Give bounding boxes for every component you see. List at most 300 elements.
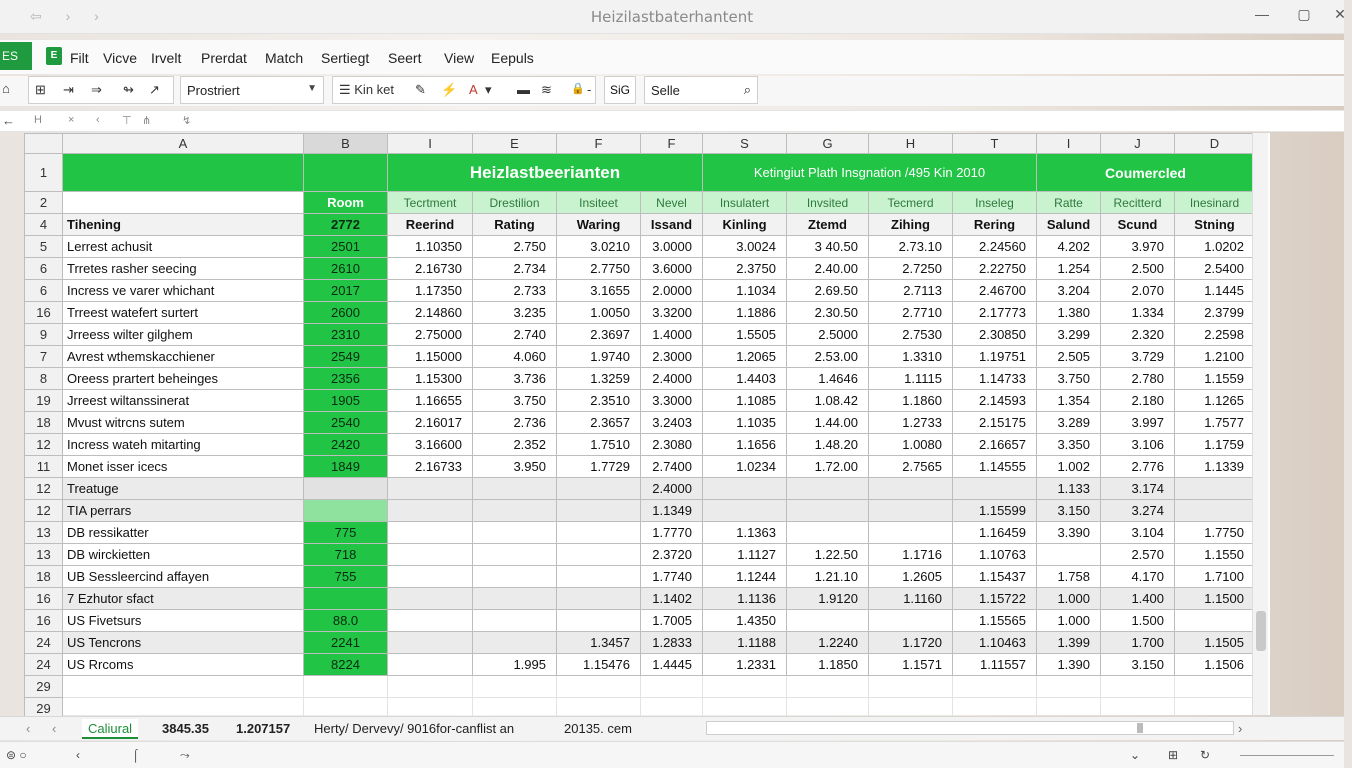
cell[interactable]: 1.1559 [1175,368,1255,390]
cell[interactable] [787,676,869,698]
row-label[interactable]: Monet isser icecs [63,456,304,478]
cell[interactable] [473,522,557,544]
cell[interactable]: 1.7005 [641,610,703,632]
cell[interactable]: 1.000 [1037,610,1101,632]
spreadsheet-grid[interactable] [24,133,1255,720]
cell[interactable]: 1.1720 [869,632,953,654]
column-subheader[interactable]: Drestilion [473,192,557,214]
cell[interactable]: 3.736 [473,368,557,390]
cell[interactable]: 1.400 [1101,588,1175,610]
column-header[interactable]: E [473,134,557,154]
cell[interactable]: 2.22750 [953,258,1037,280]
field-header[interactable]: Rating [473,214,557,236]
cell[interactable]: 3.106 [1101,434,1175,456]
cell[interactable] [304,676,388,698]
cell[interactable] [388,654,473,676]
cell[interactable]: 1.15437 [953,566,1037,588]
cell[interactable] [869,676,953,698]
row-label[interactable]: DB ressikatter [63,522,304,544]
lock-icon[interactable]: 🔒 [571,83,585,95]
column-header[interactable]: F [557,134,641,154]
cell[interactable]: 1.1445 [1175,280,1255,302]
cell[interactable]: 3.174 [1101,478,1175,500]
cell[interactable]: 1.254 [1037,258,1101,280]
cell[interactable]: 1.5505 [703,324,787,346]
room-value[interactable]: 2600 [304,302,388,324]
column-subheader[interactable]: Invsited [787,192,869,214]
cell[interactable]: 3.970 [1101,236,1175,258]
cell[interactable]: 1.1850 [787,654,869,676]
scrollbar-thumb[interactable] [1137,723,1143,733]
row-label[interactable]: Trreest watefert surtert [63,302,304,324]
row-header[interactable]: 24 [25,632,63,654]
cell[interactable]: 3.0000 [641,236,703,258]
tab-file[interactable]: 20135. cem [564,721,632,736]
row-header[interactable]: 13 [25,544,63,566]
room-value[interactable]: 2772 [304,214,388,236]
cell[interactable]: 1.4445 [641,654,703,676]
cell[interactable]: 3.2403 [641,412,703,434]
row-label[interactable]: US Tencrons [63,632,304,654]
room-value[interactable]: 2540 [304,412,388,434]
row-header[interactable]: 24 [25,654,63,676]
cell[interactable]: 1.10763 [953,544,1037,566]
row-label[interactable]: 7 Ezhutor sfact [63,588,304,610]
bolt-icon[interactable]: ⚡ [441,82,458,97]
cell[interactable]: 2.500 [1101,258,1175,280]
row-label[interactable]: Lerrest achusit [63,236,304,258]
row-label[interactable]: Jrreess wilter gilghem [63,324,304,346]
cell[interactable] [473,544,557,566]
column-subheader[interactable]: Insiteet [557,192,641,214]
cell[interactable] [557,588,641,610]
cell[interactable] [869,500,953,522]
horizontal-scrollbar[interactable] [706,721,1234,735]
group-header[interactable]: Coumercled [1037,154,1255,192]
vertical-scrollbar[interactable] [1252,133,1268,715]
cancel-icon[interactable]: × [68,114,75,126]
row-label[interactable]: US Rrcoms [63,654,304,676]
cell[interactable]: 3.150 [1101,654,1175,676]
cell[interactable]: 1.1265 [1175,390,1255,412]
row-header[interactable]: 12 [25,500,63,522]
cell[interactable]: 1.758 [1037,566,1101,588]
cell[interactable]: 3.274 [1101,500,1175,522]
cell[interactable]: 2.3510 [557,390,641,412]
cell[interactable]: 2.7400 [641,456,703,478]
cell[interactable]: 1.15476 [557,654,641,676]
cell[interactable]: 2.4000 [641,478,703,500]
cell[interactable]: 2.7565 [869,456,953,478]
cell[interactable]: 1.14555 [953,456,1037,478]
cell[interactable]: 1.1188 [703,632,787,654]
cell[interactable]: 1.10463 [953,632,1037,654]
cell[interactable]: 1.15000 [388,346,473,368]
format-painter-icon[interactable]: ↬ [123,82,134,97]
cell[interactable]: 2.17773 [953,302,1037,324]
dropdown-icon[interactable]: ⌄ [1130,748,1141,762]
tab-scroll-right[interactable]: › [1238,721,1243,736]
cell[interactable]: 1.4000 [641,324,703,346]
cell[interactable] [388,522,473,544]
cell[interactable]: 2.53.00 [787,346,869,368]
room-value[interactable]: 2420 [304,434,388,456]
cell[interactable] [869,478,953,500]
cell[interactable]: 1.0234 [703,456,787,478]
cell[interactable]: 3.1655 [557,280,641,302]
cell[interactable]: 1.1500 [1175,588,1255,610]
cell[interactable]: 2.14593 [953,390,1037,412]
wrap-icon[interactable]: ≋ [541,82,552,97]
cell[interactable]: 1.7510 [557,434,641,456]
cell[interactable]: 1.1716 [869,544,953,566]
row-header[interactable]: 8 [25,368,63,390]
cell[interactable] [473,566,557,588]
cell[interactable] [388,566,473,588]
cell[interactable] [388,610,473,632]
cell[interactable]: 2.736 [473,412,557,434]
flash-icon[interactable]: ↯ [182,115,192,127]
redo-icon[interactable]: ⇒ [91,82,102,97]
field-header[interactable]: Kinling [703,214,787,236]
field-header[interactable]: Ztemd [787,214,869,236]
cell[interactable]: 1.1160 [869,588,953,610]
menu-match[interactable]: Match [265,50,304,66]
cell[interactable]: 1.10350 [388,236,473,258]
cell[interactable]: 3.235 [473,302,557,324]
row-header[interactable]: 12 [25,434,63,456]
cell[interactable]: 3.997 [1101,412,1175,434]
cell[interactable] [1175,500,1255,522]
home-icon[interactable]: ⌂ [2,81,10,96]
menu-settings[interactable]: Sertiegt [321,50,370,66]
tab-value-1[interactable]: 3845.35 [162,721,209,736]
cell[interactable]: 1.380 [1037,302,1101,324]
cell[interactable]: 1.2733 [869,412,953,434]
cell[interactable] [557,478,641,500]
row-header[interactable]: 1 [25,154,63,192]
cell[interactable] [1175,610,1255,632]
field-header[interactable]: Reerind [388,214,473,236]
cell[interactable]: 3.390 [1037,522,1101,544]
row-label[interactable]: Treatuge [63,478,304,500]
cell[interactable]: 2.7750 [557,258,641,280]
tab-caliural[interactable]: Caliural [82,719,138,739]
cell[interactable]: 2.75000 [388,324,473,346]
cell[interactable] [703,676,787,698]
cell[interactable]: 2.73.10 [869,236,953,258]
font-select[interactable] [180,76,324,104]
cell[interactable]: 3.289 [1037,412,1101,434]
cell[interactable]: 1.48.20 [787,434,869,456]
cell[interactable]: 3 40.50 [787,236,869,258]
row-header[interactable]: 16 [25,302,63,324]
cell[interactable] [63,192,304,214]
cell[interactable]: 2.16657 [953,434,1037,456]
cell[interactable]: 1.1034 [703,280,787,302]
cell[interactable]: 2.15175 [953,412,1037,434]
row-header[interactable]: 11 [25,456,63,478]
cell[interactable]: 3.204 [1037,280,1101,302]
cell[interactable]: 1.16459 [953,522,1037,544]
cell[interactable] [388,500,473,522]
cell[interactable]: 1.1363 [703,522,787,544]
cell[interactable] [557,522,641,544]
cell[interactable]: 3.950 [473,456,557,478]
cell[interactable] [557,610,641,632]
cell[interactable]: 1.000 [1037,588,1101,610]
script-icon[interactable]: ⌠ [132,748,140,762]
field-header[interactable]: Salund [1037,214,1101,236]
cell[interactable]: 1.1506 [1175,654,1255,676]
cell[interactable] [641,676,703,698]
cell[interactable]: 1.22.50 [787,544,869,566]
column-header[interactable]: A [63,134,304,154]
row-label[interactable]: Mvust witrcns sutem [63,412,304,434]
column-header[interactable]: H [869,134,953,154]
cell[interactable]: 1.7577 [1175,412,1255,434]
cell[interactable]: 3.16600 [388,434,473,456]
more-icon[interactable]: - [587,82,592,97]
close-button[interactable]: ✕ [1334,6,1346,22]
cell[interactable]: 2.3657 [557,412,641,434]
room-header[interactable]: Room [304,192,388,214]
cell[interactable]: 1.7729 [557,456,641,478]
cell[interactable]: 1.1886 [703,302,787,324]
field-header[interactable]: Issand [641,214,703,236]
cell[interactable] [63,154,304,192]
cell[interactable]: 1.1035 [703,412,787,434]
column-header[interactable]: G [787,134,869,154]
menu-help[interactable]: Eepuls [491,50,534,66]
cell[interactable]: 4.060 [473,346,557,368]
pen-icon[interactable]: ✎ [415,82,426,97]
cell[interactable]: 1.3259 [557,368,641,390]
cell[interactable] [1101,676,1175,698]
cell[interactable] [63,676,304,698]
cell[interactable]: 1.002 [1037,456,1101,478]
menu-view-2[interactable]: View [444,50,475,66]
cell[interactable]: 1.3310 [869,346,953,368]
row-label[interactable]: Avrest wthemskacchiener [63,346,304,368]
cell[interactable]: 2.3080 [641,434,703,456]
room-value[interactable]: 2549 [304,346,388,368]
column-header[interactable]: F [641,134,703,154]
zoom-slider[interactable] [1240,755,1334,756]
cell[interactable] [473,588,557,610]
tab-scroll-left-2[interactable]: ‹ [52,721,57,736]
room-value[interactable]: 1905 [304,390,388,412]
cell[interactable]: 1.7750 [1175,522,1255,544]
cell[interactable]: 2.070 [1101,280,1175,302]
cell[interactable]: 1.2605 [869,566,953,588]
sig-button[interactable]: SiG [604,76,636,104]
cell[interactable]: 1.3457 [557,632,641,654]
cell[interactable]: 1.399 [1037,632,1101,654]
cell[interactable]: 2.3720 [641,544,703,566]
room-value[interactable]: 2017 [304,280,388,302]
room-value[interactable] [304,500,388,522]
cell[interactable]: 2.0000 [641,280,703,302]
cell[interactable]: 1.4403 [703,368,787,390]
back-arrow-icon[interactable]: ← [2,113,15,128]
cell[interactable]: 1.0080 [869,434,953,456]
cell[interactable]: 3.299 [1037,324,1101,346]
cell[interactable] [473,478,557,500]
cell[interactable]: 3.729 [1101,346,1175,368]
cell[interactable]: 2.352 [473,434,557,456]
cell[interactable]: 2.3697 [557,324,641,346]
cell[interactable] [473,500,557,522]
cell[interactable] [388,588,473,610]
column-subheader[interactable]: Recitterd [1101,192,1175,214]
cell[interactable]: 3.0024 [703,236,787,258]
cell[interactable] [953,676,1037,698]
row-label[interactable]: Jrreest wiltanssinerat [63,390,304,412]
cell[interactable]: 2.7113 [869,280,953,302]
sheet-title[interactable]: Heizlastbeerianten [388,154,703,192]
cell[interactable]: 1.15300 [388,368,473,390]
cell[interactable]: 3.0210 [557,236,641,258]
menu-format[interactable]: Prerdat [201,50,247,66]
back-icon[interactable]: ‹ [76,748,80,762]
minimize-button[interactable]: — [1255,6,1269,22]
prev-icon[interactable]: ‹ [96,114,100,126]
column-header[interactable]: T [953,134,1037,154]
cell[interactable]: 3.350 [1037,434,1101,456]
cell[interactable]: 1.7100 [1175,566,1255,588]
cell[interactable]: 1.700 [1101,632,1175,654]
cell[interactable]: 1.133 [1037,478,1101,500]
row-header[interactable]: 12 [25,478,63,500]
cell[interactable]: 1.15565 [953,610,1037,632]
cell[interactable] [1037,676,1101,698]
row-label[interactable]: TIA perrars [63,500,304,522]
select-all-corner[interactable] [25,134,63,154]
cell[interactable]: 1.2833 [641,632,703,654]
fill-icon[interactable]: ▬ [517,82,530,97]
row-header[interactable]: 19 [25,390,63,412]
column-subheader[interactable]: Ratte [1037,192,1101,214]
cell[interactable]: 2.16730 [388,258,473,280]
cell[interactable]: 1.1505 [1175,632,1255,654]
cell[interactable]: 3.104 [1101,522,1175,544]
cell[interactable]: 1.1115 [869,368,953,390]
row-header[interactable]: 16 [25,588,63,610]
row-header[interactable]: 16 [25,610,63,632]
row-header[interactable]: 13 [25,522,63,544]
cell[interactable] [953,478,1037,500]
cell[interactable] [787,610,869,632]
cell[interactable]: 1.15722 [953,588,1037,610]
row-header[interactable]: 4 [25,214,63,236]
row-label[interactable]: Trretes rasher seecing [63,258,304,280]
row-header[interactable]: 6 [25,280,63,302]
cell[interactable] [557,544,641,566]
cell[interactable]: 3.150 [1037,500,1101,522]
cell[interactable]: 2.69.50 [787,280,869,302]
field-header[interactable]: Zihing [869,214,953,236]
cell[interactable]: 1.16655 [388,390,473,412]
room-value[interactable]: 8224 [304,654,388,676]
row-header[interactable]: 9 [25,324,63,346]
room-value[interactable]: 2501 [304,236,388,258]
cell[interactable]: 1.2331 [703,654,787,676]
cell[interactable]: 1.4646 [787,368,869,390]
cell[interactable]: 2.734 [473,258,557,280]
tab-scroll-left[interactable]: ‹ [26,721,31,736]
cell[interactable]: 1.1571 [869,654,953,676]
column-header[interactable]: J [1101,134,1175,154]
menu-view[interactable]: Vicve [103,50,137,66]
column-subheader[interactable]: Tecrtment [388,192,473,214]
cell[interactable]: 2.180 [1101,390,1175,412]
cell[interactable]: 1.1860 [869,390,953,412]
cell[interactable] [703,478,787,500]
cell[interactable] [557,676,641,698]
cell[interactable] [869,522,953,544]
cell[interactable]: 1.390 [1037,654,1101,676]
cell[interactable]: 4.170 [1101,566,1175,588]
cell[interactable]: 1.1127 [703,544,787,566]
cell[interactable]: 1.9740 [557,346,641,368]
column-subheader[interactable]: Insulatert [703,192,787,214]
cell[interactable]: 1.08.42 [787,390,869,412]
row-label[interactable]: Oreess prartert beheinges [63,368,304,390]
row-label[interactable]: US Fivetsurs [63,610,304,632]
cell[interactable] [557,500,641,522]
cell[interactable]: 2.570 [1101,544,1175,566]
cell[interactable]: 2.3750 [703,258,787,280]
field-header[interactable]: Stning [1175,214,1255,236]
row-header[interactable]: 29 [25,698,63,720]
cell[interactable] [473,632,557,654]
scrollbar-thumb[interactable] [1256,611,1266,651]
cell[interactable]: 1.995 [473,654,557,676]
row-label[interactable]: Incress wateh mitarting [63,434,304,456]
cell[interactable]: 1.21.10 [787,566,869,588]
cell[interactable]: 1.72.00 [787,456,869,478]
cell[interactable]: 1.17350 [388,280,473,302]
row-header[interactable]: 6 [25,258,63,280]
cell[interactable]: 2.24560 [953,236,1037,258]
row-header[interactable]: 7 [25,346,63,368]
refresh-icon[interactable]: ↻ [1200,748,1211,762]
menu-file[interactable]: Filt [70,50,89,66]
maximize-button[interactable]: ▢ [1297,6,1311,22]
room-value[interactable]: 88.0 [304,610,388,632]
cell[interactable]: 2.16733 [388,456,473,478]
cell[interactable]: 2.780 [1101,368,1175,390]
cell-reference[interactable]: H [34,114,42,126]
cell[interactable] [473,610,557,632]
cell[interactable] [1175,478,1255,500]
cell[interactable]: 1.1349 [641,500,703,522]
cell[interactable] [388,632,473,654]
column-header[interactable]: B [304,134,388,154]
cell[interactable] [388,676,473,698]
column-header[interactable]: I [388,134,473,154]
cell[interactable]: 1.1244 [703,566,787,588]
cell[interactable]: 2.3000 [641,346,703,368]
menu-insert[interactable]: Irvelt [151,50,182,66]
row-label[interactable]: DB wirckietten [63,544,304,566]
cell[interactable]: 1.11557 [953,654,1037,676]
cell[interactable]: 3.750 [473,390,557,412]
cell[interactable]: 1.1656 [703,434,787,456]
cell[interactable]: 1.14733 [953,368,1037,390]
app-badge[interactable]: ES [0,42,32,70]
